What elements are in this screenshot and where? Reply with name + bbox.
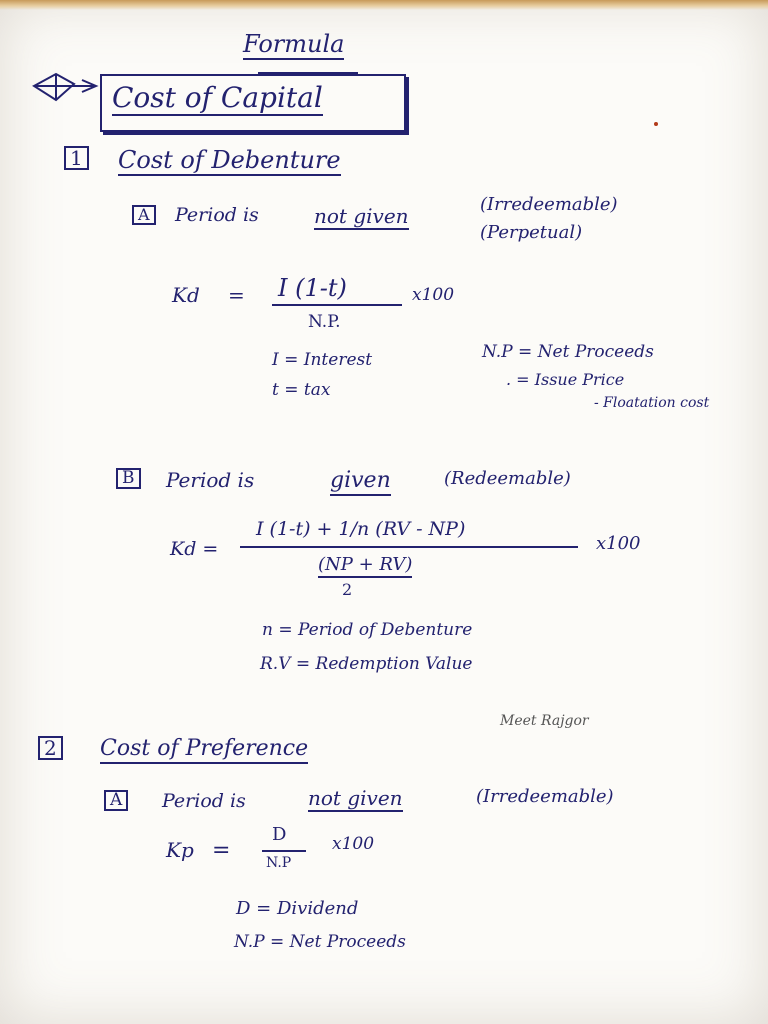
def-net-proceeds-2: N.P = Net Proceeds: [234, 932, 406, 952]
sub-b-prefix: Period is: [166, 468, 255, 492]
formula-2a-numerator: D: [272, 824, 287, 845]
def-interest: I = Interest: [272, 350, 373, 370]
sub-2a-condition: not given: [308, 786, 403, 810]
ink-dot: [654, 122, 658, 126]
arrow-icon: [30, 70, 100, 110]
sub-b-tag: B: [116, 468, 141, 489]
formula-2a-denominator: N.P: [266, 855, 292, 871]
formula-1b-denominator-2: 2: [342, 580, 353, 599]
section-2-number: 2: [38, 736, 63, 760]
formula-1a-multiplier: x100: [412, 285, 455, 305]
formula-1b-numerator: I (1-t) + 1/n (RV - NP): [256, 518, 466, 540]
def-issue-price: . = Issue Price: [506, 370, 625, 389]
sub-2a-tag: A: [104, 790, 128, 811]
formula-1a-lhs: Kd: [172, 283, 200, 307]
sub-2a-note: (Irredeemable): [476, 786, 614, 807]
sub-a-prefix: Period is: [175, 204, 259, 226]
sub-a-condition: not given: [314, 204, 409, 228]
formula-2a-multiplier: x100: [332, 834, 375, 854]
def-period: n = Period of Debenture: [262, 620, 473, 640]
formula-1b-multiplier: x100: [596, 533, 641, 554]
section-1-number: 1: [64, 146, 89, 170]
formula-1a-fraction-bar: [272, 304, 402, 306]
sub-b-condition: given: [330, 470, 391, 496]
formula-1a-denominator: N.P.: [308, 312, 341, 332]
def-floatation-cost: - Floatation cost: [594, 395, 710, 411]
def-dividend: D = Dividend: [236, 898, 359, 919]
section-2-title: Cost of Preference: [100, 736, 309, 761]
signature: Meet Rajgor: [500, 713, 589, 729]
main-title: Cost of Capital: [112, 81, 323, 114]
formula-1b-lhs: Kd =: [170, 538, 219, 560]
formula-1b-fraction-bar: [240, 546, 578, 548]
formula-2a-lhs: Kp: [166, 838, 194, 862]
sub-a-tag: A: [132, 205, 156, 225]
section-1-title: Cost of Debenture: [118, 146, 341, 174]
formula-1a-numerator: I (1-t): [278, 274, 347, 302]
heading: Formula: [243, 30, 345, 58]
sub-a-note-2: (Perpetual): [480, 222, 583, 243]
def-redemption-value: R.V = Redemption Value: [260, 654, 473, 674]
def-net-proceeds: N.P = Net Proceeds: [482, 342, 654, 362]
formula-2a-fraction-bar: [262, 850, 306, 852]
formula-1b-denominator: (NP + RV): [318, 556, 412, 578]
def-tax: t = tax: [272, 380, 331, 400]
formula-2a-equals: =: [212, 838, 231, 863]
formula-1a-equals: =: [228, 283, 245, 307]
section-2-cost: [100, 738, 308, 764]
sub-b-note: (Redeemable): [444, 468, 571, 489]
torn-edge: [0, 0, 768, 10]
sub-2a-prefix: Period is: [162, 790, 246, 812]
sub-a-note-1: (Irredeemable): [480, 194, 618, 215]
